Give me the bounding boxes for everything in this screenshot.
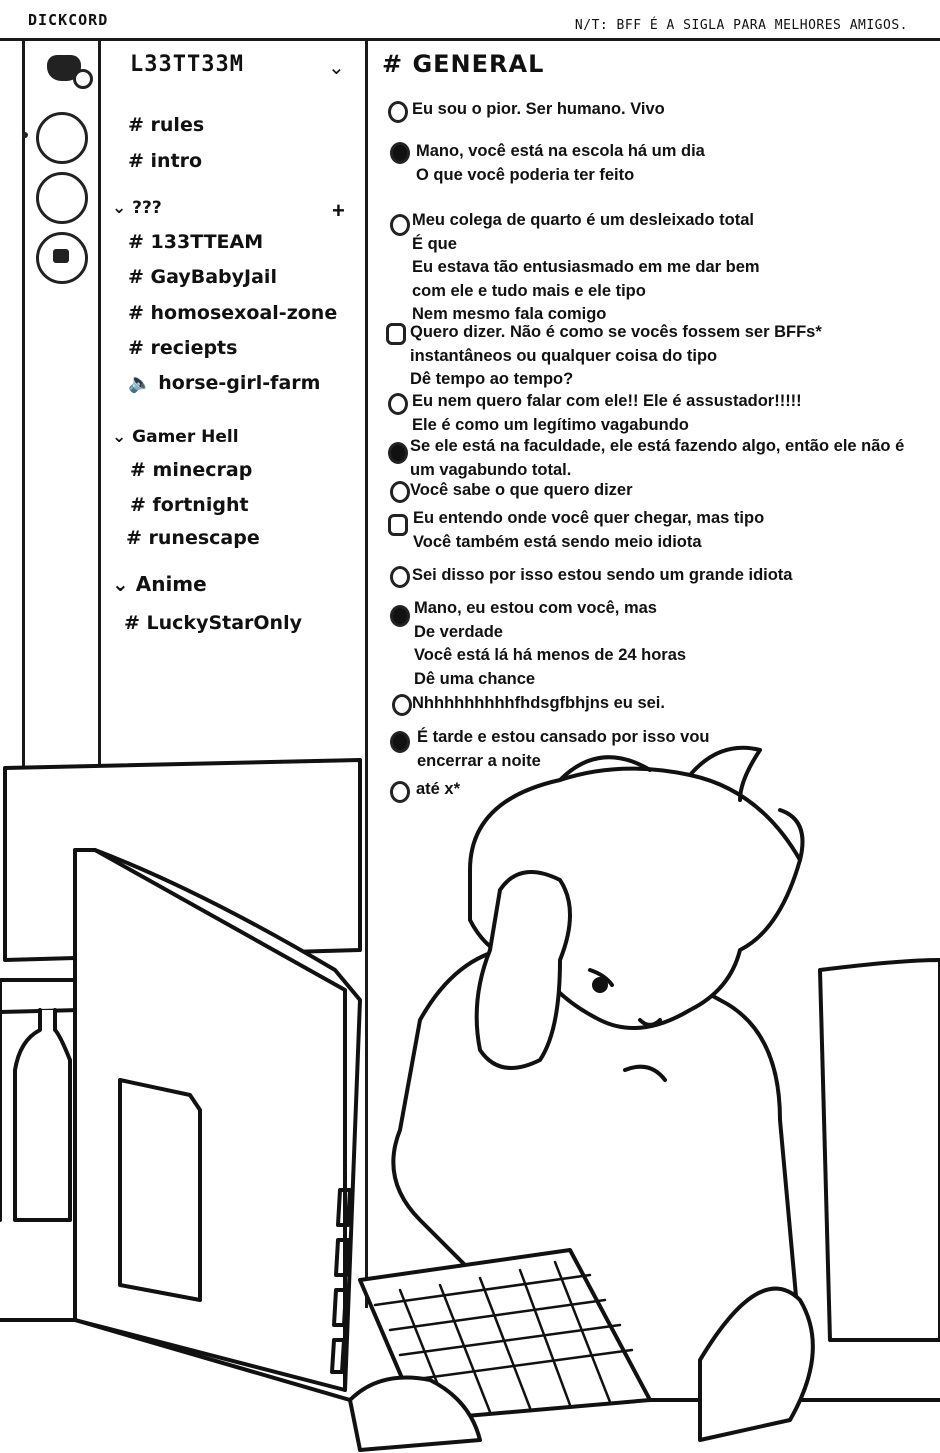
- avatar[interactable]: [390, 214, 410, 236]
- category-header[interactable]: ⌄ Gamer Hell: [112, 427, 239, 447]
- unread-indicator: [22, 132, 28, 138]
- voice-channel-horse-girl-farm[interactable]: 🔈 horse-girl-farm: [128, 372, 321, 394]
- channel-rules[interactable]: # rules: [128, 114, 205, 136]
- chevron-down-icon[interactable]: ⌄: [328, 57, 345, 79]
- folder-icon: [53, 249, 69, 263]
- avatar[interactable]: [390, 566, 410, 588]
- avatar[interactable]: [388, 442, 408, 464]
- channel-reciepts[interactable]: # reciepts: [128, 337, 238, 359]
- channel-runescape[interactable]: # runescape: [126, 527, 260, 549]
- monitor-stand: [120, 1080, 200, 1300]
- comic-illustration: [0, 700, 940, 1453]
- channel-intro[interactable]: # intro: [128, 150, 203, 172]
- message: Nhhhhhhhhhfhdsgfbhjns eu sei.: [412, 694, 665, 712]
- avatar[interactable]: [390, 142, 410, 164]
- message: É tarde e estou cansado por isso vou encerrar a noite: [417, 728, 710, 770]
- channel-minecrap[interactable]: # minecrap: [130, 459, 253, 481]
- message: Sei disso por isso estou sendo um grande idiota: [412, 566, 793, 584]
- server-rail-edge: [22, 38, 25, 768]
- category-header[interactable]: ⌄ Anime: [112, 572, 207, 596]
- channel-jail[interactable]: # GayBabyJail: [128, 266, 277, 288]
- app-title: DICKCORD: [28, 11, 109, 29]
- message: Mano, você está na escola há um dia O que você poderia ter feito: [416, 142, 705, 184]
- server-name[interactable]: L33TT33M: [130, 52, 244, 77]
- message: Quero dizer. Não é como se vocês fossem ser BFFs* instantâneos ou qualquer coisa do tipo Dê tempo ao tempo?: [410, 323, 822, 388]
- bottle: [15, 1010, 70, 1220]
- avatar[interactable]: [390, 481, 410, 503]
- message: Eu entendo onde você quer chegar, mas tipo Você também está sendo meio idiota: [413, 509, 765, 551]
- category-header[interactable]: ⌄ ???: [112, 198, 162, 218]
- chair: [820, 960, 940, 1340]
- server-icon-active[interactable]: [36, 232, 88, 284]
- server-icon-2[interactable]: [36, 172, 88, 224]
- server-icon-1[interactable]: [36, 112, 88, 164]
- channel-team[interactable]: # 133TTEAM: [128, 231, 264, 253]
- avatar[interactable]: [388, 393, 408, 415]
- avatar[interactable]: [386, 323, 406, 345]
- message: Você sabe o que quero dizer: [410, 481, 633, 499]
- avatar[interactable]: [390, 605, 410, 627]
- message: até x*: [416, 780, 461, 798]
- channel-luckystar[interactable]: # LuckyStarOnly: [124, 612, 302, 634]
- message: Se ele está na faculdade, ele está fazendo algo, então ele não é um vagabundo total.: [410, 437, 905, 479]
- channel-fortnight[interactable]: # fortnight: [130, 494, 249, 516]
- message: Eu sou o pior. Ser humano. Vivo: [412, 100, 665, 118]
- channel-zone[interactable]: # homosexoal-zone: [128, 302, 338, 324]
- translator-note: N/T: BFF É A SIGLA PARA MELHORES AMIGOS.: [574, 18, 908, 33]
- channel-title: # GENERAL: [382, 50, 545, 78]
- message: Eu nem quero falar com ele!! Ele é assustador!!!!! Ele é como um legítimo vagabundo: [412, 392, 802, 434]
- message: Meu colega de quarto é um desleixado total É que Eu estava tão entusiasmado em me dar bem com ele e tudo mais e ele tipo Nem mesmo fala comigo: [412, 211, 760, 323]
- message: Mano, eu estou com você, mas De verdade Você está lá há menos de 24 horas Dê uma chance: [414, 599, 687, 688]
- server-rail-divider: [98, 38, 101, 768]
- avatar[interactable]: [388, 101, 408, 123]
- app-logo-icon[interactable]: [47, 55, 81, 81]
- avatar[interactable]: [388, 514, 408, 536]
- title-bar: [0, 0, 940, 41]
- add-channel-icon[interactable]: +: [332, 198, 345, 223]
